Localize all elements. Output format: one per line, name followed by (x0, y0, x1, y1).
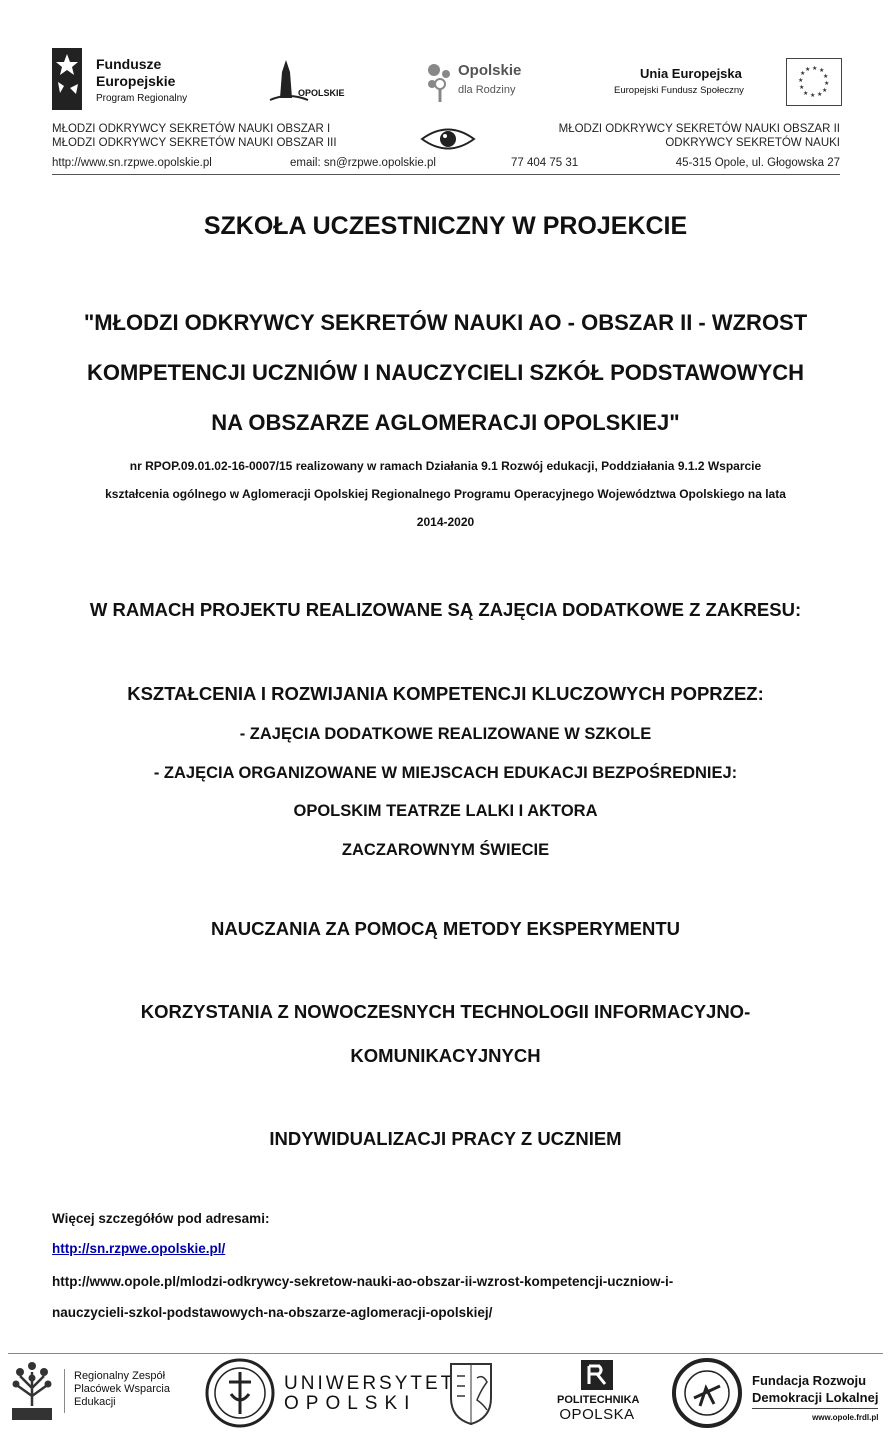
svg-text:★: ★ (798, 77, 804, 84)
uniwersytet-seal-icon (205, 1358, 275, 1433)
politechnika-logo-icon (581, 1360, 613, 1395)
project-ref-line-3: 2014-2020 (416, 515, 475, 529)
svg-text:★: ★ (800, 70, 806, 77)
frdl-website: www.opole.frdl.pl (752, 1408, 878, 1426)
svg-text:★: ★ (799, 84, 805, 91)
ict-heading-line-1: KORZYSTANIA Z NOWOCZESNYCH TECHNOLOGII INFORMACYJNO- (140, 1001, 751, 1022)
footer-divider (8, 1353, 883, 1354)
family-pin-icon (424, 62, 454, 104)
header-phone: 77 404 75 31 (511, 157, 579, 169)
svg-text:★: ★ (819, 67, 825, 74)
svg-text:★: ★ (803, 90, 809, 97)
rzpwe-text: Regionalny Zespół Placówek Wsparcia Edukacji (74, 1370, 170, 1408)
header-divider (52, 174, 840, 175)
ue-logo-subtitle: Europejski Fundusz Społeczny (614, 85, 744, 96)
competences-item-3: OPOLSKIM TEATRZE LALKI I AKTORA (293, 802, 598, 820)
header-right-line-1: MŁODZI ODKRYWCY SEKRETÓW NAUKI OBSZAR II (558, 123, 840, 135)
svg-text:★: ★ (812, 65, 818, 72)
svg-text:★: ★ (824, 80, 830, 87)
tree-book-icon (10, 1358, 54, 1424)
frdl-text: Fundacja Rozwoju Demokracji Lokalnej www.opole.frdl.pl (752, 1372, 878, 1426)
opole-coat-of-arms-icon (447, 1360, 495, 1431)
fe-logo-title: Fundusze Europejskie (96, 56, 176, 89)
svg-text:★: ★ (817, 91, 823, 98)
more-info-label: Więcej szczegółów pod adresami: (52, 1211, 270, 1226)
ue-logo-title: Unia Europejska (640, 66, 742, 81)
project-title-line-3: NA OBSZARZE AGLOMERACJI OPOLSKIEJ" (211, 410, 680, 435)
svg-text:★: ★ (810, 92, 816, 99)
eu-flag-icon (786, 58, 842, 106)
fundusze-europejskie-logo-icon (52, 48, 82, 110)
opolskie-dla-rodziny-logo: Opolskie dla Rodziny (424, 62, 454, 109)
opolskie-logo: OPOLSKIE (268, 58, 348, 108)
competences-heading: KSZTAŁCENIA I ROZWIJANIA KOMPETENCJI KLUCZOWYCH POPRZEZ: (127, 683, 764, 704)
page-title: SZKOŁA UCZESTNICZNY W PROJEKCIE (203, 212, 688, 240)
individualization-heading: INDYWIDUALIZACJI PRACY Z UCZNIEM (269, 1128, 622, 1149)
header-left-line-1: MŁODZI ODKRYWCY SEKRETÓW NAUKI OBSZAR I (52, 123, 331, 135)
opolskie-tower-icon (268, 58, 348, 108)
link-opole-line-2[interactable]: nauczycieli-szkol-podstawowych-na-obszarze-aglomeracji-opolskiej/ (52, 1305, 493, 1320)
rzpwe-divider (64, 1369, 65, 1413)
frdl-seal-icon (672, 1358, 742, 1433)
experiment-heading: NAUCZANIA ZA POMOCĄ METODY EKSPERYMENTU (210, 918, 681, 939)
eye-logo-icon (418, 122, 478, 156)
link-opole-line-1[interactable]: http://www.opole.pl/mlodzi-odkrywcy-sekretow-nauki-ao-obszar-ii-wzrost-kompetencji-uczniow-i- (52, 1274, 674, 1289)
fe-logo-subtitle: Program Regionalny (96, 93, 188, 104)
uniwersytet-text: UNIWERSYTET OPOLSKI (284, 1373, 456, 1414)
project-title-line-1: "MŁODZI ODKRYWCY SEKRETÓW NAUKI AO - OBSZAR II - WZROST (83, 310, 808, 335)
project-ref-line-1: nr RPOP.09.01.02-16-0007/15 realizowany w ramach Działania 9.1 Rozwój edukacji, Poddziałania 9.1.2 Wsparcie (129, 459, 762, 473)
project-title-line-2: KOMPETENCJI UCZNIÓW I NAUCZYCIELI SZKÓŁ PODSTAWOWYCH (86, 360, 805, 385)
competences-item-2: - ZAJĘCIA ORGANIZOWANE W MIEJSCACH EDUKACJI BEZPOŚREDNIEJ: (153, 764, 738, 782)
competences-item-4: ZACZAROWNYM ŚWIECIE (341, 841, 550, 859)
ict-heading-line-2: KOMUNIKACYJNYCH (350, 1045, 541, 1066)
link-sn-rzpwe[interactable]: http://sn.rzpwe.opolskie.pl/ (52, 1241, 226, 1256)
competences-item-1: - ZAJĘCIA DODATKOWE REALIZOWANE W SZKOLE (239, 725, 652, 743)
header-website[interactable]: http://www.sn.rzpwe.opolskie.pl (52, 157, 212, 169)
header-address: 45-315 Opole, ul. Głogowska 27 (675, 157, 840, 169)
project-ref-line-2: kształcenia ogólnego w Aglomeracji Opolskiej Regionalnego Programu Operacyjnego Województwa Opolskiego na lata (105, 487, 786, 501)
header-email[interactable]: email: sn@rzpwe.opolskie.pl (290, 157, 436, 169)
politechnika-text: POLITECHNIKA OPOLSKA (557, 1394, 640, 1423)
svg-text:★: ★ (805, 66, 811, 73)
svg-text:★: ★ (823, 73, 829, 80)
header-right-line-2: ODKRYWCY SEKRETÓW NAUKI (665, 137, 840, 149)
svg-text:★: ★ (822, 87, 828, 94)
header-left-line-2: MŁODZI ODKRYWCY SEKRETÓW NAUKI OBSZAR III (52, 137, 337, 149)
scope-heading: W RAMACH PROJEKTU REALIZOWANE SĄ ZAJĘCIA DODATKOWE Z ZAKRESU: (89, 599, 802, 620)
rzpwe-logo (10, 1358, 54, 1429)
